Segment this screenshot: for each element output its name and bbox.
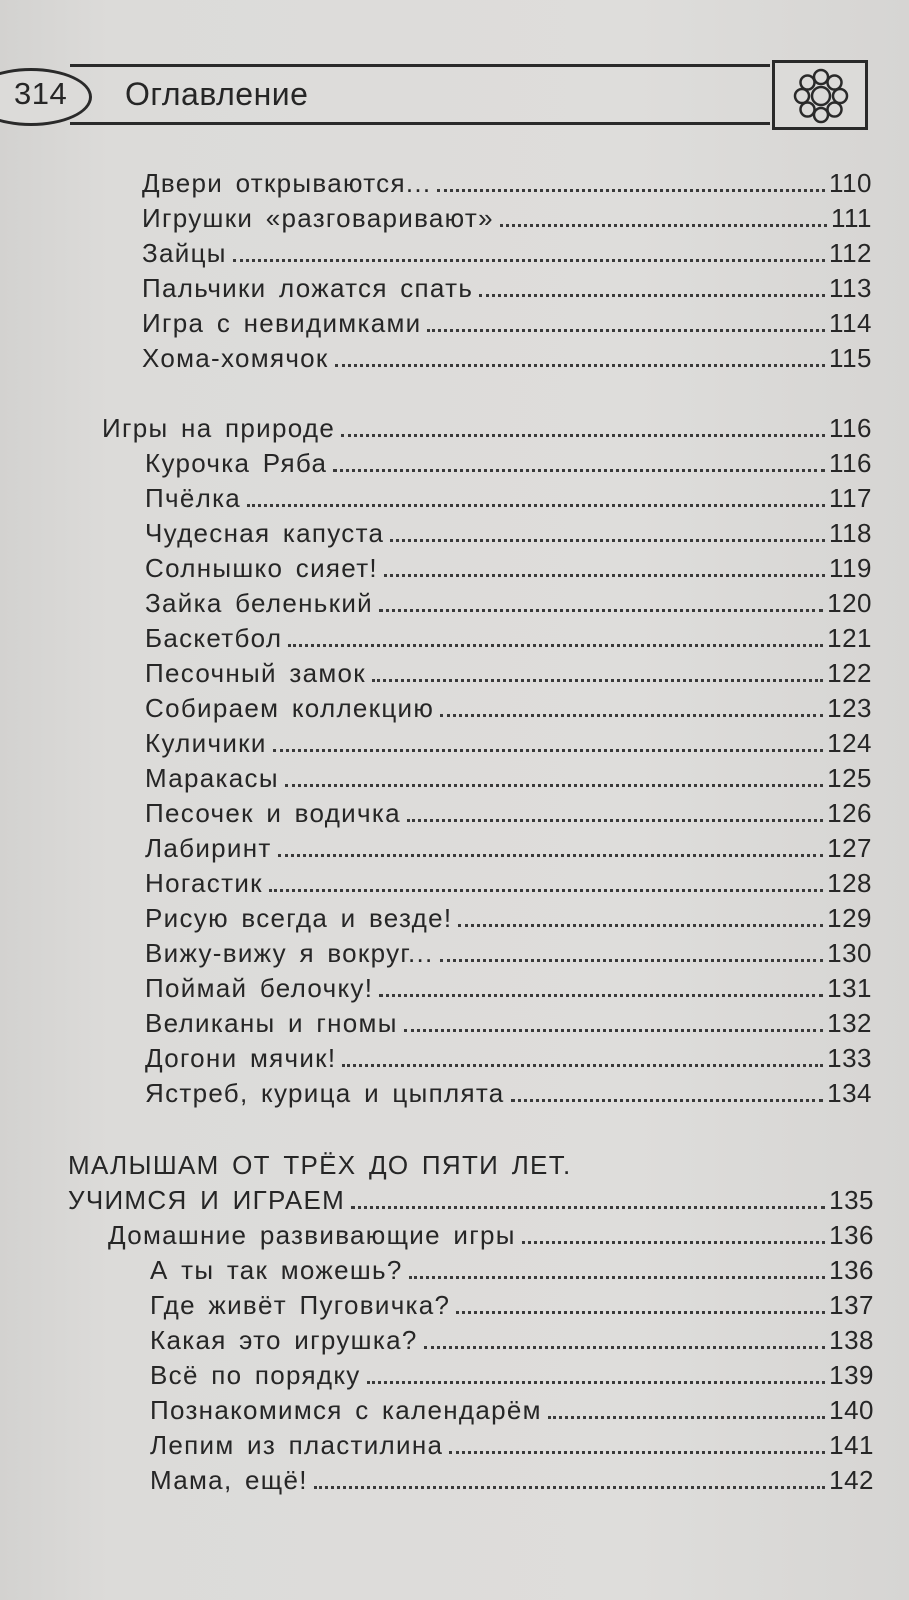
toc-entry-title: Зайка беленький <box>145 588 373 618</box>
toc-entry-title: Ногастик <box>145 868 263 898</box>
toc-entry <box>145 1043 872 1077</box>
toc-section-title: Домашние развивающие игры <box>108 1220 516 1250</box>
toc-section-page: 116 <box>829 413 872 443</box>
toc-entry-page: 141 <box>829 1430 874 1460</box>
page-number: 314 <box>14 76 68 111</box>
toc-entry <box>145 798 872 832</box>
toc-entry-page: 128 <box>827 868 872 898</box>
toc-entry <box>150 1290 874 1324</box>
toc-entry <box>145 1078 872 1112</box>
toc-entry <box>145 658 872 692</box>
toc-entry-page: 112 <box>829 238 872 268</box>
toc-entry-title: Пчёлка <box>145 483 242 513</box>
leader-dots <box>449 1451 825 1454</box>
toc-entry <box>150 1430 874 1464</box>
toc-entry-page: 117 <box>829 483 872 513</box>
flower-icon <box>789 65 853 127</box>
toc-entry <box>145 483 872 517</box>
toc-entry <box>150 1360 874 1394</box>
leader-dots <box>522 1241 825 1244</box>
leader-dots <box>333 469 825 472</box>
leader-dots <box>367 1381 825 1384</box>
chapter-title-line-1: МАЛЫШАМ ОТ ТРЁХ ДО ПЯТИ ЛЕТ. <box>68 1150 572 1180</box>
toc-entry-page: 116 <box>829 448 872 478</box>
toc-entry <box>142 308 872 342</box>
toc-entry-page: 122 <box>827 658 872 688</box>
toc-entry-page: 114 <box>829 308 872 338</box>
toc-entry-title: Куличики <box>145 728 267 758</box>
leader-dots <box>342 1064 823 1067</box>
toc-entry-page: 127 <box>827 833 872 863</box>
toc-entry <box>142 343 872 377</box>
leader-dots <box>247 504 825 507</box>
toc-chapter <box>68 1185 874 1219</box>
toc-entry-page: 139 <box>829 1360 874 1390</box>
toc-entry-title: Песочный замок <box>145 658 366 688</box>
toc-entry-page: 134 <box>827 1078 872 1108</box>
leader-dots <box>548 1416 825 1419</box>
header-rule-bottom <box>70 122 770 125</box>
toc-entry <box>150 1325 874 1359</box>
toc-section-title: Игры на природе <box>102 413 336 443</box>
leader-dots <box>409 1276 825 1279</box>
toc-entry-page: 121 <box>827 623 872 653</box>
toc-entry-page: 111 <box>830 203 872 233</box>
toc-entry-title: Курочка Ряба <box>145 448 328 478</box>
toc-entry-title: Великаны и гномы <box>145 1008 398 1038</box>
leader-dots <box>440 959 824 962</box>
leader-dots <box>269 889 823 892</box>
toc-entry-title: Песочек и водичка <box>145 798 401 828</box>
toc-entry <box>145 623 872 657</box>
leader-dots <box>384 574 825 577</box>
toc-entry-title: Хома-хомячок <box>142 343 329 373</box>
toc-entry-page: 110 <box>829 168 872 198</box>
toc-entry-title: Лабиринт <box>145 833 272 863</box>
toc-entry-page: 124 <box>827 728 872 758</box>
leader-dots <box>440 714 823 717</box>
leader-dots <box>285 784 823 787</box>
toc-entry <box>145 833 872 867</box>
toc-entry <box>142 168 872 202</box>
leader-dots <box>341 434 825 437</box>
toc-entry-page: 140 <box>829 1395 874 1425</box>
toc-entry <box>145 1008 872 1042</box>
toc-entry-page: 123 <box>827 693 872 723</box>
toc-entry-title: Поймай белочку! <box>145 973 374 1003</box>
toc-entry-title: Собираем коллекцию <box>145 693 435 723</box>
toc-entry-page: 130 <box>827 938 872 968</box>
toc-entry-title: Какая это игрушка? <box>150 1325 418 1355</box>
toc-entry <box>145 448 872 482</box>
toc-entry <box>142 273 872 307</box>
toc-entry <box>142 203 872 237</box>
page-title: Оглавление <box>125 76 309 112</box>
toc-entry-title: Всё по порядку <box>150 1360 361 1390</box>
toc-entry <box>145 553 872 587</box>
toc-entry-title: Догони мячик! <box>145 1043 337 1073</box>
toc-entry-page: 120 <box>827 588 872 618</box>
leader-dots <box>424 1346 826 1349</box>
toc-entry <box>145 763 872 797</box>
toc-section <box>102 413 872 447</box>
leader-dots <box>500 224 827 227</box>
toc-entry-page: 138 <box>829 1325 874 1355</box>
leader-dots <box>233 259 825 262</box>
toc-entry-title: Зайцы <box>142 238 227 268</box>
toc-entry-page: 125 <box>827 763 872 793</box>
toc-entry <box>145 518 872 552</box>
emblem-box <box>772 60 868 130</box>
toc-entry <box>145 588 872 622</box>
toc-entry-title: Лепим из пластилина <box>150 1430 444 1460</box>
toc-entry <box>145 903 872 937</box>
toc-entry-title: Солнышко сияет! <box>145 553 378 583</box>
toc-entry <box>145 693 872 727</box>
toc-entry-page: 136 <box>829 1255 874 1285</box>
toc-entry-page: 119 <box>829 553 872 583</box>
leader-dots <box>379 609 823 612</box>
toc-entry <box>142 238 872 272</box>
leader-dots <box>427 329 825 332</box>
leader-dots <box>314 1486 825 1489</box>
leader-dots <box>379 994 823 997</box>
toc-section-page: 136 <box>829 1220 874 1250</box>
leader-dots <box>273 749 823 752</box>
toc-section <box>108 1220 874 1254</box>
toc-entry-title: Мама, ещё! <box>150 1465 308 1495</box>
toc-entry-title: Пальчики ложатся спать <box>142 273 474 303</box>
chapter-title-line-2: УЧИМСЯ И ИГРАЕМ <box>68 1185 346 1215</box>
toc-entry <box>145 728 872 762</box>
leader-dots <box>458 924 823 927</box>
toc-entry-page: 131 <box>827 973 872 1003</box>
page-header <box>0 64 872 134</box>
toc-entry-title: Ястреб, курица и цыплята <box>145 1078 505 1108</box>
leader-dots <box>372 679 823 682</box>
toc-entry-page: 129 <box>827 903 872 933</box>
toc-entry-title: Рисую всегда и везде! <box>145 903 453 933</box>
toc-entry-title: Познакомимся с календарём <box>150 1395 542 1425</box>
toc-entry-page: 132 <box>827 1008 872 1038</box>
toc-entry <box>150 1465 874 1499</box>
toc-entry <box>145 973 872 1007</box>
toc-entry-page: 113 <box>829 273 872 303</box>
leader-dots <box>511 1099 824 1102</box>
toc-entry-title: А ты так можешь? <box>150 1255 403 1285</box>
toc-entry-page: 115 <box>829 343 872 373</box>
leader-dots <box>456 1311 825 1314</box>
leader-dots <box>479 294 825 297</box>
toc-entry-title: Игрушки «разговаривают» <box>142 203 494 233</box>
toc-entry-page: 118 <box>829 518 872 548</box>
toc-entry-title: Игра с невидимками <box>142 308 422 338</box>
toc-entry-title: Чудесная капуста <box>145 518 385 548</box>
toc-entry-page: 126 <box>827 798 872 828</box>
toc-entry <box>150 1395 874 1429</box>
leader-dots <box>437 189 825 192</box>
leader-dots <box>288 644 823 647</box>
header-rule-top <box>70 64 770 67</box>
toc-entry <box>145 868 872 902</box>
toc-entry-page: 142 <box>829 1465 874 1495</box>
leader-dots <box>335 364 825 367</box>
leader-dots <box>390 539 825 542</box>
toc-entry-title: Где живёт Пуговичка? <box>150 1290 451 1320</box>
leader-dots <box>351 1206 825 1209</box>
leader-dots <box>278 854 824 857</box>
toc-entry <box>145 938 872 972</box>
toc-entry-title: Двери открываются... <box>142 168 432 198</box>
toc-entry-title: Вижу-вижу я вокруг... <box>145 938 434 968</box>
toc-entry-title: Маракасы <box>145 763 279 793</box>
toc-entry <box>150 1255 874 1289</box>
toc-entry-page: 137 <box>829 1290 874 1320</box>
leader-dots <box>407 819 823 822</box>
leader-dots <box>404 1029 823 1032</box>
toc-entry-title: Баскетбол <box>145 623 283 653</box>
toc-entry-page: 133 <box>827 1043 872 1073</box>
toc-chapter-page: 135 <box>829 1185 874 1215</box>
